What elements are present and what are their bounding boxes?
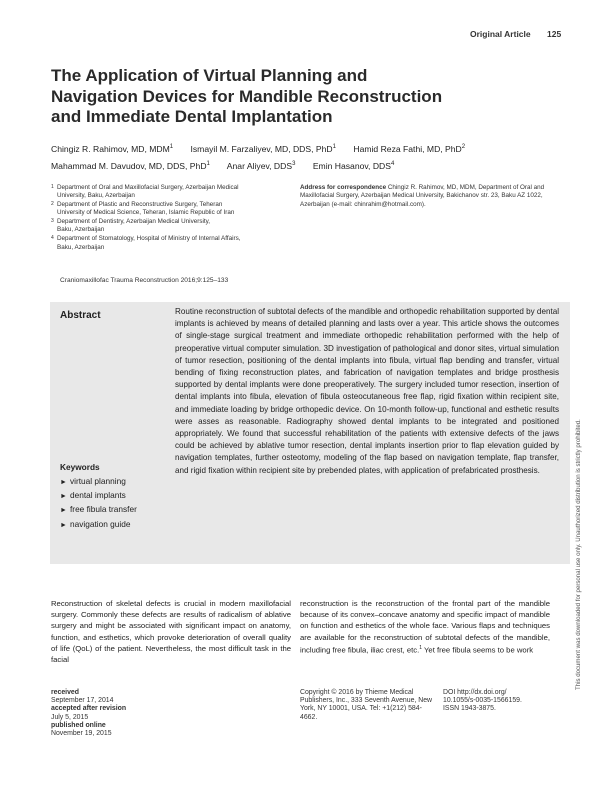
keywords-heading: Keywords (60, 462, 100, 472)
title-line: The Application of Virtual Planning and (51, 66, 368, 85)
author: Emin Hasanov, DDS$^4$ (312, 160, 395, 171)
author-line (51, 157, 531, 174)
publication-dates: received September 17, 2014 accepted after revision July 5, 2015 published online November 19, 2015 (51, 689, 127, 738)
page-number: 125 (547, 29, 562, 39)
correspondence-text: Chingiz R. Rahimov, MD, MDM, Department of Oral and Maxillofacial Surgery, Azerbaijan Medical University, Bakichanov str. 23, Baku AZ 1022, Azerbaijan (e-mail: chinrahim@hotmail.com). (300, 184, 545, 208)
arrow-right-icon: ► (60, 479, 67, 486)
keyword-item: ► virtual planning (60, 475, 137, 489)
affiliation: 1 Department of Oral and Maxillofacial Surgery, Azerbaijan Medical University, Baku, Azerbaijan (51, 184, 239, 200)
article-title (51, 66, 471, 128)
article-type-label: Original Article (470, 29, 531, 39)
abstract-text: Routine reconstruction of subtotal defects of the mandible and orthopedic rehabilitation supported by dental implants is achieved by means of detailed planning and lasts over a year. This article shows the outcomes of single-stage surgical treatment and immediate orthopedic rehabilitation performed with the help of preoperative virtual computer simulation. 3D investigation of pathological and donor sites, virtual simulation of tumor resection, positioning of the dental implants into fibula, virtual flap bending and transfer, virtual bending of fixing reconstruction plates, and fabrication of navigation templates and bridge prosthesis supported by dental implants were done preoperatively. The surgery included tumor resection, insertion of dental implants into fibula, elevation of fibula osteocutaneous free flap, rigid fixation within recipient site, and immediate loading by bridge orthopedic device. On 10-month follow-up, functional and esthetic results were asses as reasonable. Radiography showed dental implants to be integrated and positioned appropriately. We found that successful rehabilitation of the patients with extensive defects of the jaws could be achieved by ablative tumor resection, dental implants insertion prior to flap elevation guided by navigation templates, further osteotomy, modeling of the flap based on navigation template, flap transfer, and rigid fixation within recipient site by prebended plates, with application of prefabricated prosthesis. (175, 307, 559, 475)
keyword-item: ► navigation guide (60, 518, 137, 532)
body-column-right: reconstruction is the reconstruction of the frontal part of the mandible because of its convex–concave anatomy and specific impact of mandible on function and esthetics of the whole face. Various flaps and techniques are available for the reconstruction of subtotal defects of the mandible, including free fibula, iliac crest, etc.$^1$ Yet free fibula seems to be work (300, 599, 550, 655)
author: Mahammad M. Davudov, MD, DDS, PhD$^1$ (51, 160, 210, 171)
keyword-item: ► dental implants (60, 489, 137, 503)
author: Chingiz R. Rahimov, MD, MDM$^1$ (51, 143, 174, 154)
body-column-left: Reconstruction of skeletal defects is crucial in modern maxillofacial surgery. Commonly these defects are results of radicalism of ablative surgery and might be associated with significant impact on anatomy, function, and esthetics, which provoke deterioration of overall quality of life (QoL) of the patient. Nevertheless, the most difficult task in the facial (51, 599, 291, 665)
arrow-right-icon: ► (60, 493, 67, 501)
arrow-right-icon: ► (60, 507, 67, 515)
abstract-heading: Abstract (60, 310, 101, 321)
doi-info: DOI http://dx.doi.org/ 10.1055/s-0035-1566159. ISSN 1943-3875. (443, 689, 563, 714)
affiliations (51, 184, 291, 252)
author: Hamid Reza Fathi, MD, PhD$^2$ (353, 143, 466, 154)
author: Ismayil M. Farzaliyev, MD, DDS, PhD$^1$ (190, 143, 336, 154)
author-list (51, 140, 531, 174)
journal-citation: Craniomaxillofac Trauma Reconstruction 2016;9:125–133 (60, 277, 229, 284)
author: Anar Aliyev, DDS$^3$ (226, 160, 296, 171)
affiliation: 3 Department of Dentistry, Azerbaijan Medical University, Baku, Azerbaijan (51, 218, 211, 234)
keyword-item: ► free fibula transfer (60, 503, 137, 517)
title-line: and Immediate Dental Implantation (51, 107, 333, 126)
author-line (51, 140, 531, 157)
correspondence-label: Address for correspondence (300, 184, 387, 191)
title-line: Navigation Devices for Mandible Reconstruction (51, 86, 443, 106)
correspondence-address (300, 184, 550, 209)
keywords-list (60, 475, 137, 532)
affiliation: 4 Department of Stomatology, Hospital of Ministry of Internal Affairs, Baku, Azerbaijan (51, 235, 241, 251)
copyright-notice: Copyright © 2016 by Thieme Medical Publishers, Inc., 333 Seventh Avenue, New York, NY 10001, USA. Tel: +1(212) 584-4662. (300, 689, 433, 721)
download-notice: This document was downloaded for personal use only. Unauthorized distribution is strictly prohibited. (575, 419, 582, 690)
arrow-right-icon: ► (60, 521, 67, 529)
doi-link[interactable]: DOI http://dx.doi.org/ (443, 689, 507, 696)
affiliation: 2 Department of Plastic and Reconstructive Surgery, Teheran University of Medical Science, Teheran, Islamic Republic of Iran (51, 201, 235, 217)
